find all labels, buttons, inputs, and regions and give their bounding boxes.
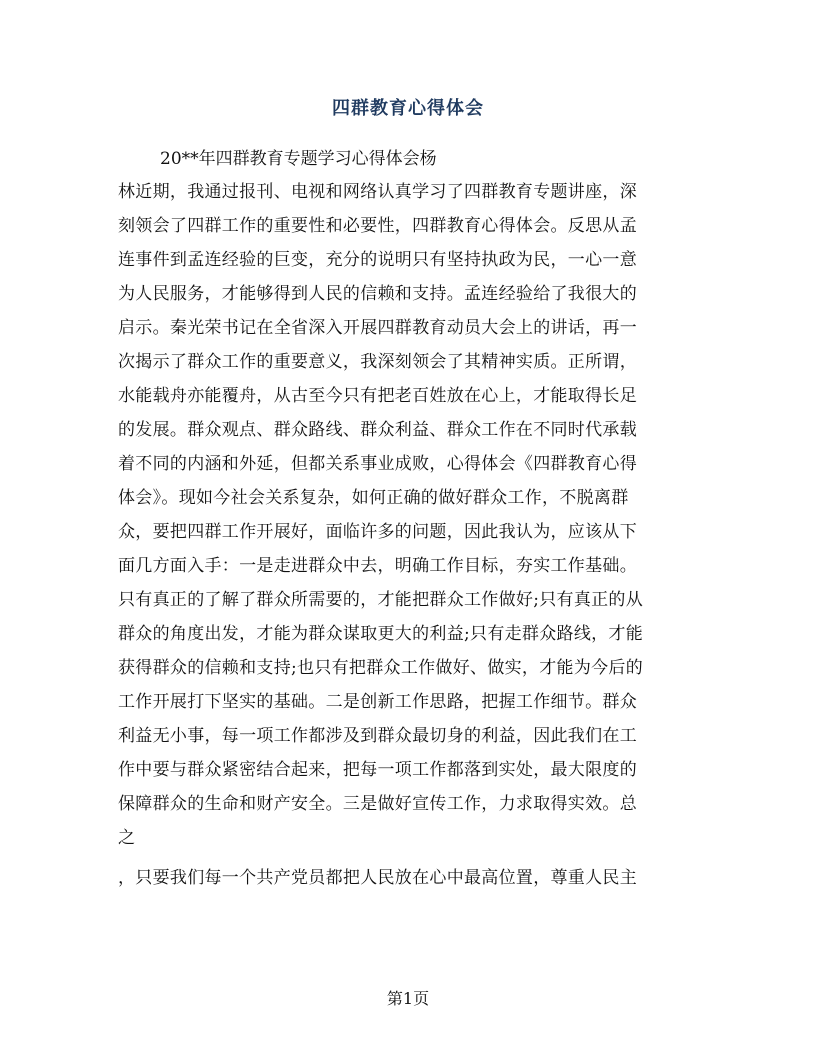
body-line: ，只要我们每一个共产党员都把人民放在心中最高位置，尊重人民主 — [118, 868, 637, 888]
page-number: 第1页 — [386, 989, 430, 1008]
document-subtitle: 20**年四群教育专题学习心得体会杨 — [160, 149, 437, 169]
document-title: 四群教育心得体会 — [332, 98, 484, 119]
body-line: 工作开展打下坚实的基础。二是创新工作思路，把握工作细节。群众 — [118, 692, 637, 712]
body-line: 为人民服务，才能够得到人民的信赖和支持。孟连经验给了我很大的 — [118, 284, 637, 304]
body-line: 作中要与群众紧密结合起来，把每一项工作都落到实处，最大限度的 — [118, 760, 637, 780]
body-line: 众，要把四群工作开展好，面临许多的问题，因此我认为，应该从下 — [118, 522, 637, 542]
body-line: 启示。秦光荣书记在全省深入开展四群教育动员大会上的讲话，再一 — [118, 318, 637, 338]
body-line: 次揭示了群众工作的重要意义，我深刻领会了其精神实质。正所谓， — [118, 352, 637, 372]
body-line: 的发展。群众观点、群众路线、群众利益、群众工作在不同时代承载 — [118, 420, 637, 440]
body-line: 刻领会了四群工作的重要性和必要性，四群教育心得体会。反思从孟 — [118, 216, 637, 236]
body-line: 着不同的内涵和外延，但都关系事业成败，心得体会《四群教育心得 — [118, 454, 637, 474]
body-line: 获得群众的信赖和支持;也只有把群众工作做好、做实，才能为今后的 — [118, 658, 644, 678]
body-line: 保障群众的生命和财产安全。三是做好宣传工作，力求取得实效。总 — [118, 794, 637, 814]
body-line: 之 — [118, 828, 136, 848]
body-line: 连事件到孟连经验的巨变，充分的说明只有坚持执政为民，一心一意 — [118, 250, 637, 270]
body-line: 面几方面入手：一是走进群众中去，明确工作目标，夯实工作基础。 — [118, 556, 637, 576]
body-line: 只有真正的了解了群众所需要的，才能把群众工作做好;只有真正的从 — [118, 590, 644, 610]
body-line: 林近期，我通过报刊、电视和网络认真学习了四群教育专题讲座，深 — [118, 182, 637, 202]
body-line: 群众的角度出发，才能为群众谋取更大的利益;只有走群众路线，才能 — [118, 624, 644, 644]
body-line: 利益无小事，每一项工作都涉及到群众最切身的利益，因此我们在工 — [118, 726, 637, 746]
body-line: 体会》。现如今社会关系复杂，如何正确的做好群众工作，不脱离群 — [118, 488, 629, 508]
body-line: 水能载舟亦能覆舟，从古至今只有把老百姓放在心上，才能取得长足 — [118, 386, 637, 406]
